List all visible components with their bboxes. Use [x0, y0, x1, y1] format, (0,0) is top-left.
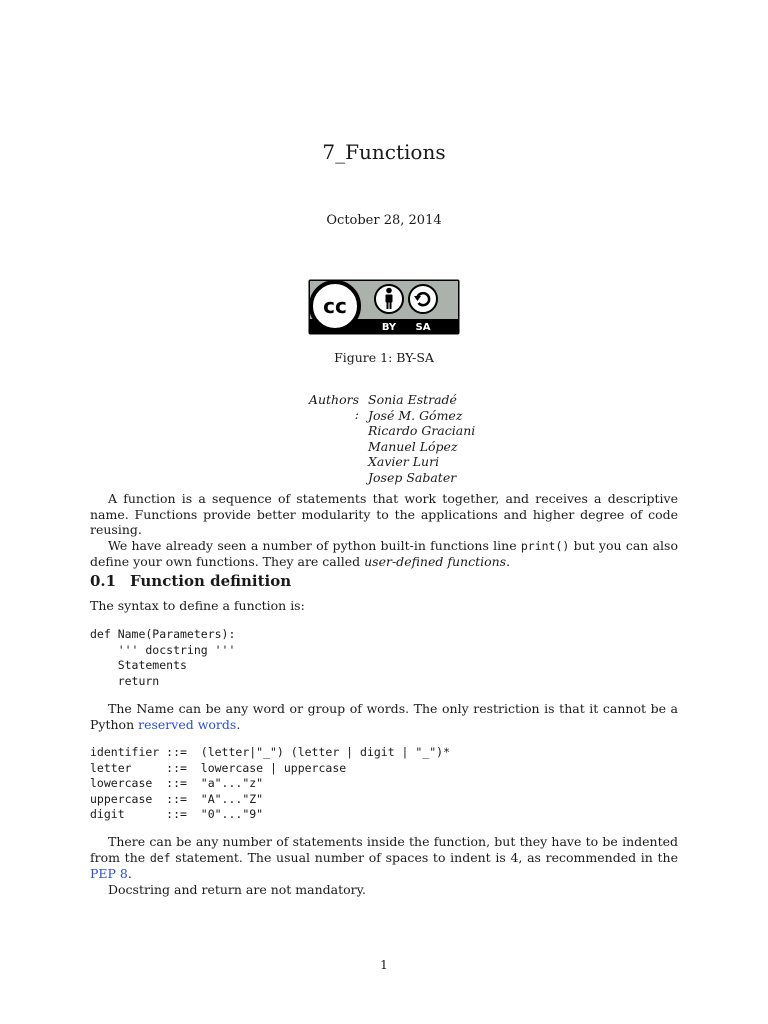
document-title: 7_Functions	[322, 140, 446, 164]
author-name: José M. Gómez	[368, 407, 463, 423]
text-run: The Name can be any word or group of words. The only restriction is that it cannot be a Python	[90, 701, 678, 732]
figure-caption: Figure 1: BY-SA	[334, 350, 434, 365]
page-number: 1	[380, 958, 388, 972]
syntax-intro: The syntax to define a function is:	[90, 598, 305, 613]
code-listing: def Name(Parameters): ''' docstring ''' Statements return	[90, 627, 236, 688]
authors-label: Authors :	[308, 392, 359, 422]
statements-paragraph	[90, 834, 678, 882]
emphasis: user-defined functions	[364, 554, 507, 570]
text-run: statement. The usual number of spaces to indent is 4, as recommended in the	[170, 849, 678, 865]
section-title: Function definition	[130, 572, 292, 590]
statements-paragraphs	[90, 834, 678, 897]
text-run: We have already seen a number of python built-in functions line	[108, 537, 521, 553]
by-label: BY	[381, 322, 397, 333]
function-def-code-block	[90, 627, 235, 689]
intro-paragraph-2	[90, 538, 678, 570]
author-name: Manuel López	[368, 438, 458, 454]
author-name: Ricardo Graciani	[368, 423, 476, 439]
section-number: 0.1	[90, 572, 117, 590]
document-date: October 28, 2014	[326, 213, 442, 228]
intro-paragraphs	[90, 491, 678, 570]
inline-code: print()	[520, 538, 570, 553]
intro-paragraph-1: A function is a sequence of statements that work together, and receives a descriptive name. Functions provide better modularity to the applications and higher degree of code reusing.	[90, 491, 678, 538]
code-listing: identifier ::= (letter|"_") (letter | digit | "_")* letter ::= lowercase | uppercase lowercase ::= "a"..."z" uppercase ::= "A"..."Z" digit ::= "0"..."9"	[90, 745, 451, 822]
authors-list	[368, 392, 475, 486]
pep8-link[interactable]: PEP 8	[90, 866, 128, 882]
name-paragraph	[90, 701, 678, 732]
inline-code: def	[149, 850, 171, 865]
grammar-code-block	[90, 745, 450, 823]
reserved-words-link[interactable]: reserved words	[138, 716, 237, 732]
author-name: Sonia Estradé	[368, 392, 457, 407]
sa-label: SA	[415, 322, 431, 333]
text-run: There can be any number of statements inside the function, but they have to be indented from the	[90, 834, 678, 865]
author-name: Josep Sabater	[368, 469, 457, 485]
cc-by-sa-badge	[308, 279, 460, 338]
section-heading	[90, 572, 291, 590]
cc-icon-text: cc	[323, 294, 347, 318]
text-run: .	[506, 554, 511, 570]
docstring-paragraph: Docstring and return are not mandatory.	[108, 881, 366, 897]
share-alike-icon	[409, 285, 437, 313]
text-run: but you can also define your own functions. They are called	[90, 537, 678, 570]
author-name: Xavier Luri	[368, 454, 440, 470]
text-run: .	[236, 716, 241, 732]
text-run: .	[127, 866, 132, 882]
cc-by-sa-logo	[308, 279, 460, 335]
